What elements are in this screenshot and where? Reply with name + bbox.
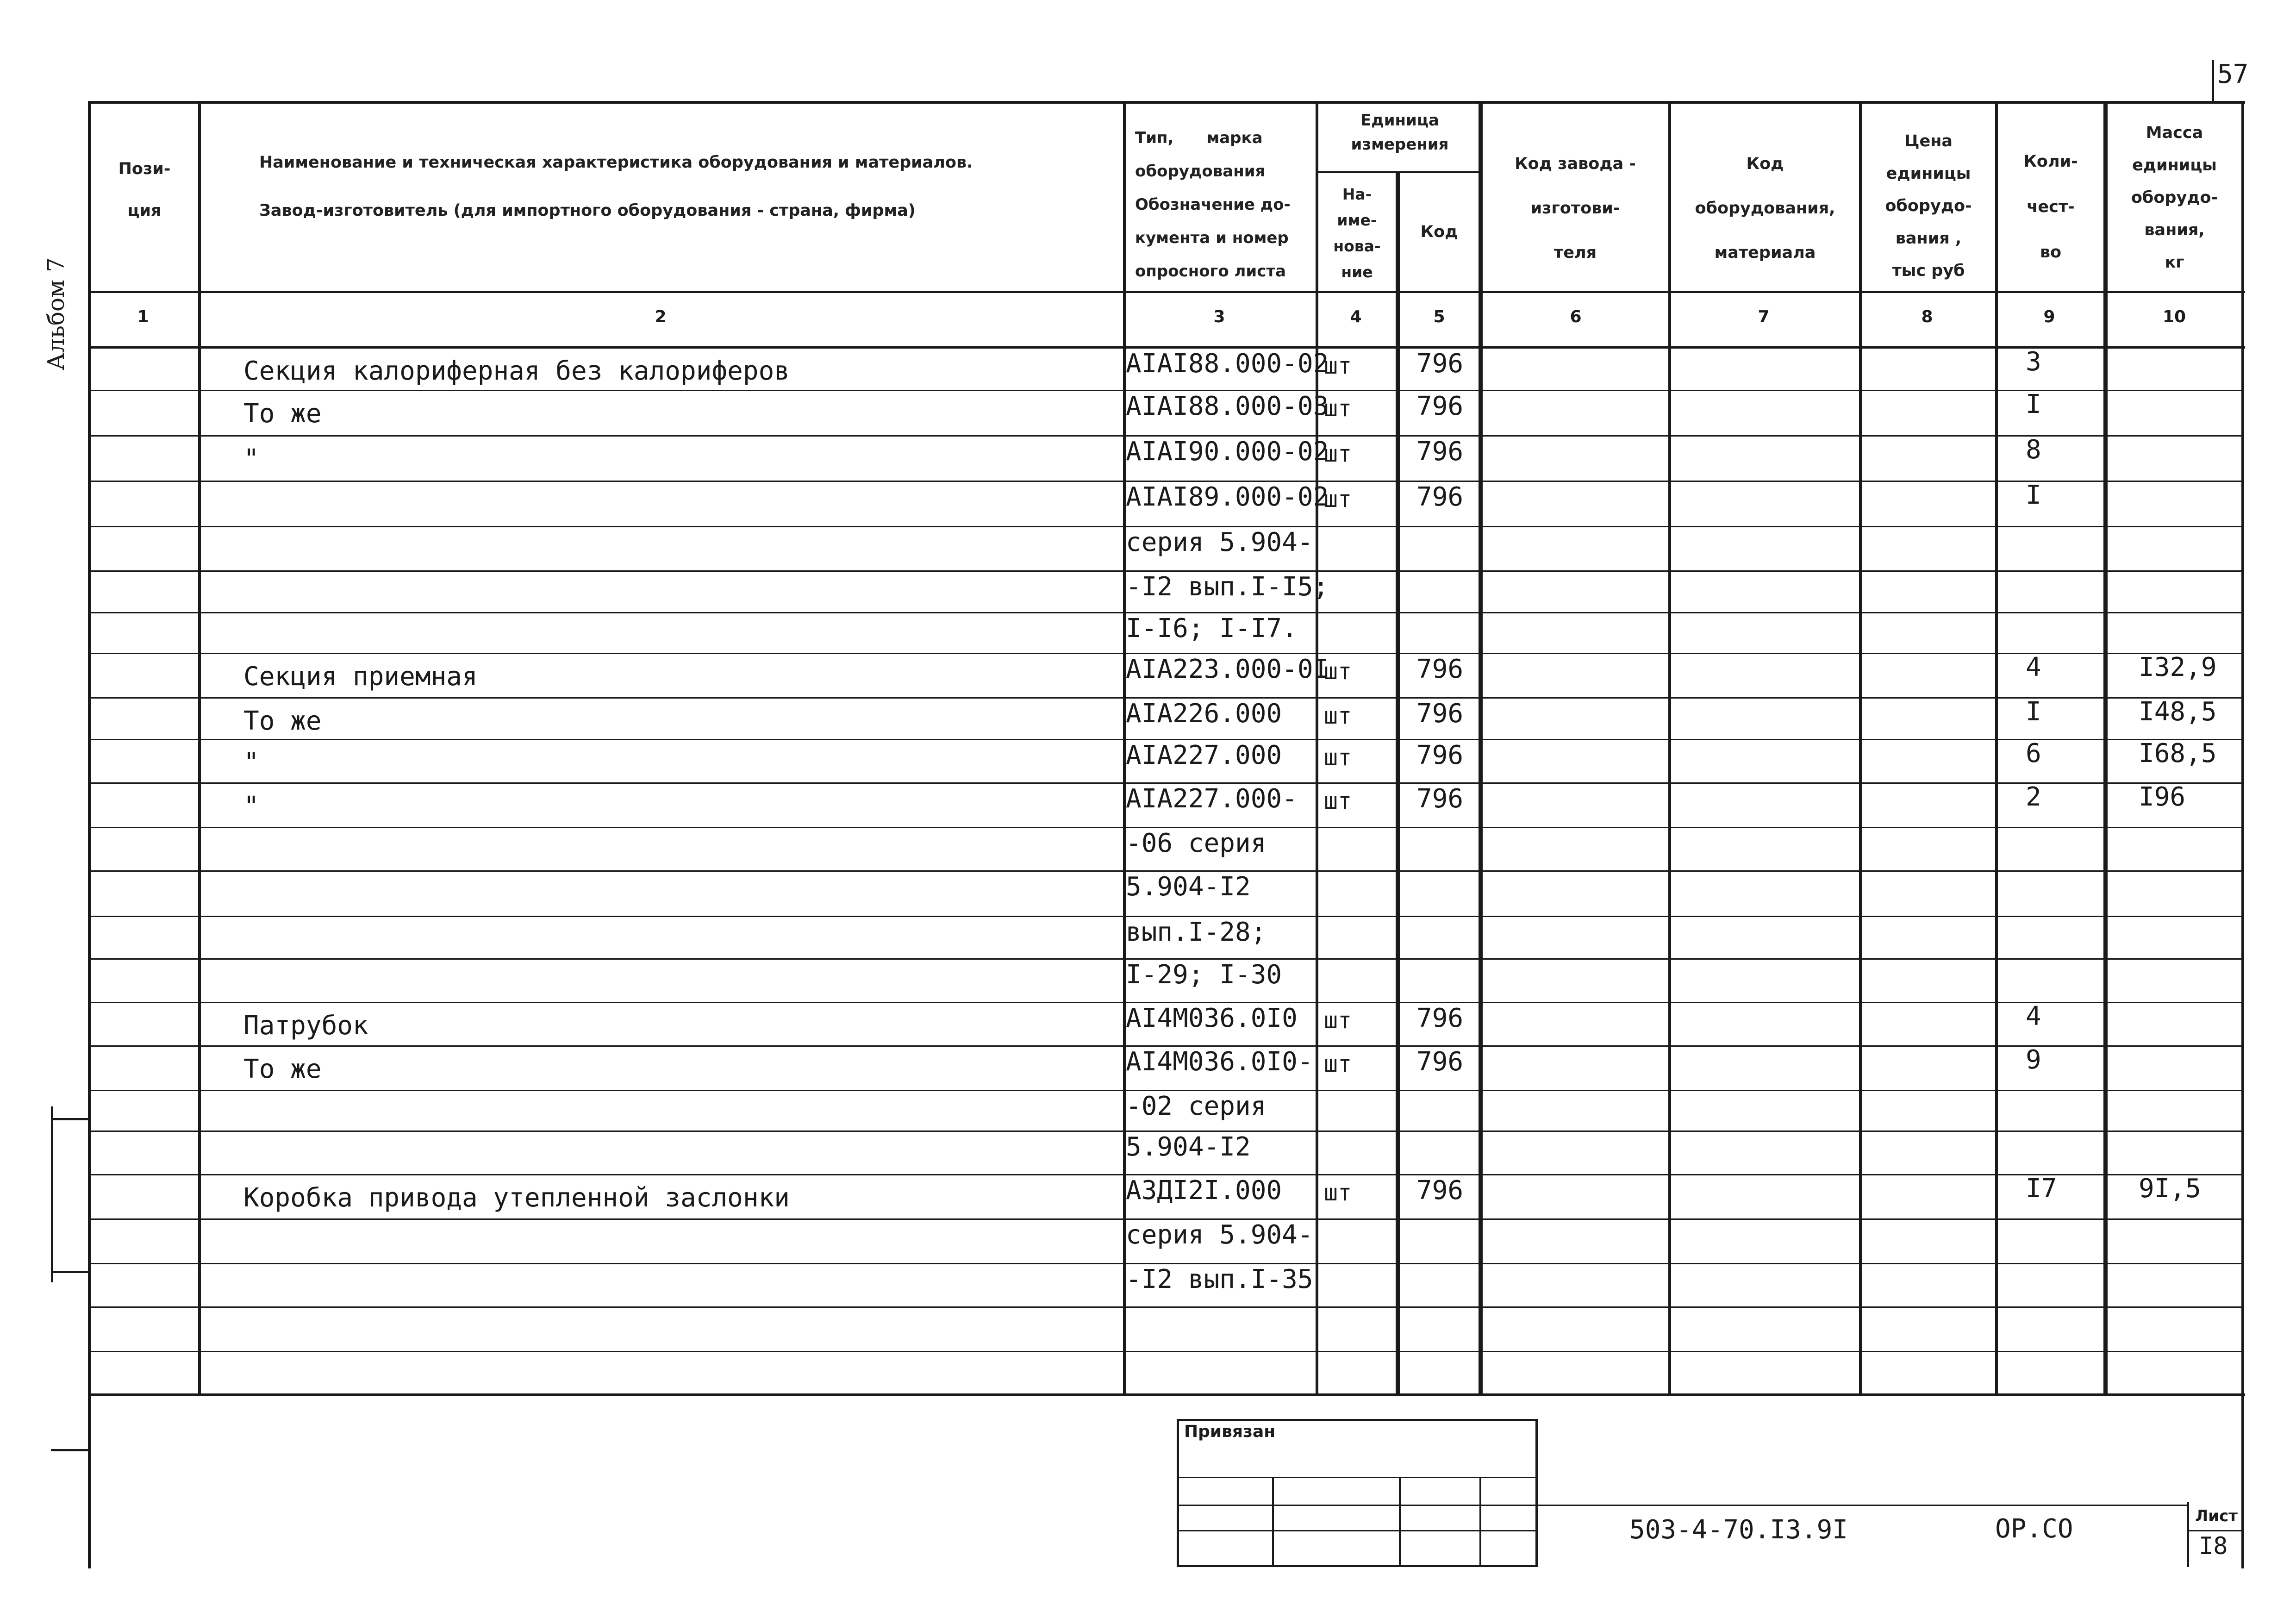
- row-mass: I32,9: [2139, 652, 2217, 682]
- row-type: AIA227.000-: [1126, 784, 1298, 814]
- stamp-line: [1177, 1530, 1538, 1531]
- row-name: ": [243, 791, 259, 821]
- table-left-border: [88, 101, 91, 1568]
- album-label: Альбом 7: [43, 257, 69, 370]
- row-unit-code: 796: [1416, 654, 1464, 684]
- col-divider-8: [1995, 101, 1998, 1395]
- header-position: Пози- ция: [118, 160, 171, 220]
- row-type: AIAI88.000-02: [1126, 349, 1329, 379]
- row-name: ": [243, 444, 259, 474]
- row-unit-code: 796: [1416, 349, 1464, 379]
- row-divider: [88, 1306, 2244, 1308]
- table-bottom-border: [88, 1393, 2245, 1396]
- row-unit: шт: [1324, 744, 1352, 771]
- row-quantity: I: [2026, 697, 2041, 727]
- column-number: 1: [137, 307, 149, 326]
- row-name: Коробка привода утепленной заслонки: [243, 1183, 790, 1213]
- header-quantity: Коли- чест- во: [2023, 152, 2078, 262]
- row-unit: шт: [1324, 486, 1352, 512]
- margin-bracket: [51, 1106, 53, 1282]
- header-unit-name: На- име- нова- ние: [1333, 185, 1381, 281]
- row-type: AIA226.000: [1126, 699, 1282, 729]
- margin-tick: [51, 1449, 88, 1451]
- header-unit-code: Код: [1420, 223, 1458, 241]
- row-quantity: 4: [2026, 652, 2041, 682]
- col-divider-6: [1668, 101, 1671, 1395]
- column-number: 5: [1433, 307, 1445, 326]
- title-block-line: [1538, 1505, 2187, 1506]
- row-quantity: 2: [2026, 782, 2041, 812]
- header-mass: Масса единицы оборудо- вания, кг: [2131, 124, 2218, 272]
- stamp-box: [1177, 1419, 1538, 1567]
- row-mass: I68,5: [2139, 738, 2217, 768]
- row-type: AIA223.000-0I: [1126, 654, 1329, 684]
- header-equipment-code: Код оборудования, материала: [1695, 155, 1835, 262]
- row-type: AIAI90.000-02: [1126, 437, 1329, 467]
- column-number: 4: [1350, 307, 1362, 326]
- row-unit: шт: [1324, 352, 1352, 379]
- header-bottom-border: [88, 291, 2245, 293]
- row-unit-code: 796: [1416, 784, 1464, 814]
- header-unit-group: Единица измерения: [1351, 111, 1449, 154]
- row-quantity: 6: [2026, 738, 2041, 768]
- row-unit: шт: [1324, 702, 1352, 729]
- col-divider-9: [2103, 101, 2108, 1395]
- stamp-divider: [1272, 1477, 1274, 1567]
- row-type: -I2 вып.I-I5;: [1126, 572, 1329, 602]
- sheet-box-divider: [2187, 1502, 2189, 1567]
- header-type: Тип, марка оборудования Обозначение до- кумента и номер опросного листа: [1135, 129, 1291, 281]
- header-price: Цена единицы оборудо- вания , тыс руб: [1885, 132, 1972, 280]
- row-unit-code: 796: [1416, 1003, 1464, 1033]
- page-number: 57: [2217, 59, 2249, 89]
- row-quantity: 4: [2026, 1001, 2041, 1031]
- row-type: серия 5.904-: [1126, 527, 1313, 557]
- sheet-box-line: [2187, 1530, 2241, 1531]
- row-quantity: I7: [2026, 1174, 2057, 1204]
- row-type: -06 серия: [1126, 828, 1267, 858]
- row-type: -I2 вып.I-35: [1126, 1264, 1313, 1294]
- row-quantity: I: [2026, 480, 2041, 510]
- row-quantity: I: [2026, 389, 2041, 419]
- stamp-divider: [1479, 1477, 1481, 1567]
- row-name: ": [243, 748, 259, 778]
- col-divider-1: [198, 101, 201, 1395]
- stamp-divider: [1399, 1477, 1401, 1567]
- row-unit-code: 796: [1416, 1047, 1464, 1077]
- row-name: То же: [243, 706, 322, 736]
- row-type: 5.904-I2: [1126, 872, 1251, 902]
- header-name-line2: Завод-изготовитель (для импортного оборудования - страна, фирма): [259, 201, 916, 220]
- row-quantity: 8: [2026, 435, 2041, 465]
- row-type: I-I6; I-I7.: [1126, 613, 1298, 643]
- row-type: AI4M036.0I0: [1126, 1003, 1298, 1033]
- stamp-line: [1177, 1505, 1538, 1506]
- row-unit: шт: [1324, 787, 1352, 814]
- header-name-line1: Наименование и техническая характеристика оборудования и материалов.: [259, 153, 973, 172]
- row-type: AIAI88.000-03: [1126, 391, 1329, 421]
- row-unit: шт: [1324, 658, 1352, 685]
- row-quantity: 3: [2026, 347, 2041, 377]
- row-type: A3ДI2I.000: [1126, 1175, 1282, 1206]
- row-name: Секция калориферная без калориферов: [243, 356, 790, 386]
- col-divider-7: [1859, 101, 1862, 1395]
- row-type: AIA227.000: [1126, 740, 1282, 770]
- row-unit: шт: [1324, 440, 1352, 467]
- row-name: Секция приемная: [243, 662, 478, 692]
- column-number: 8: [1921, 307, 1933, 326]
- doc-number: 503-4-70.I3.9I: [1629, 1515, 1848, 1545]
- row-unit-code: 796: [1416, 391, 1464, 421]
- row-mass: I96: [2139, 782, 2186, 812]
- row-type: I-29; I-30: [1126, 960, 1282, 990]
- column-number: 6: [1570, 307, 1582, 326]
- column-number: 2: [655, 307, 667, 326]
- row-unit: шт: [1324, 1050, 1352, 1077]
- column-number: 10: [2162, 307, 2186, 326]
- row-mass: I48,5: [2139, 697, 2217, 727]
- row-unit-code: 796: [1416, 740, 1464, 770]
- header-factory-code: Код завода - изготови- теля: [1515, 155, 1636, 262]
- row-unit-code: 796: [1416, 437, 1464, 467]
- col-divider-3: [1316, 101, 1318, 1395]
- margin-tick: [51, 1118, 88, 1120]
- doc-suffix: ОР.СО: [1995, 1514, 2073, 1544]
- row-unit-code: 796: [1416, 699, 1464, 729]
- sheet-number: I8: [2199, 1532, 2228, 1560]
- row-unit: шт: [1324, 395, 1352, 422]
- row-name: Патрубок: [243, 1011, 368, 1041]
- row-unit: шт: [1324, 1007, 1352, 1034]
- row-divider: [88, 1351, 2244, 1352]
- row-type: 5.904-I2: [1126, 1132, 1251, 1162]
- row-type: серия 5.904-: [1126, 1220, 1313, 1250]
- sheet-label: Лист: [2195, 1507, 2238, 1525]
- column-number: 3: [1213, 307, 1225, 326]
- col-divider-5: [1479, 101, 1483, 1395]
- row-unit: шт: [1324, 1179, 1352, 1206]
- table-right-border: [2241, 101, 2244, 1568]
- stamp-line: [1177, 1477, 1538, 1478]
- row-name: То же: [243, 1054, 322, 1084]
- row-name: То же: [243, 399, 322, 429]
- row-quantity: 9: [2026, 1045, 2041, 1075]
- row-type: -02 серия: [1126, 1091, 1267, 1121]
- row-mass: 9I,5: [2139, 1174, 2201, 1204]
- row-unit-code: 796: [1416, 1175, 1464, 1206]
- row-unit-code: 796: [1416, 482, 1464, 512]
- table-top-border: [88, 101, 2245, 104]
- margin-tick: [51, 1271, 88, 1273]
- page-number-divider: [2212, 60, 2214, 103]
- row-type: вып.I-28;: [1126, 917, 1267, 947]
- row-type: AIAI89.000-02: [1126, 482, 1329, 512]
- row-type: AI4M036.0I0-: [1126, 1047, 1313, 1077]
- column-number: 9: [2043, 307, 2055, 326]
- column-number: 7: [1758, 307, 1770, 326]
- stamp-bound-label: Привязан: [1184, 1422, 1276, 1441]
